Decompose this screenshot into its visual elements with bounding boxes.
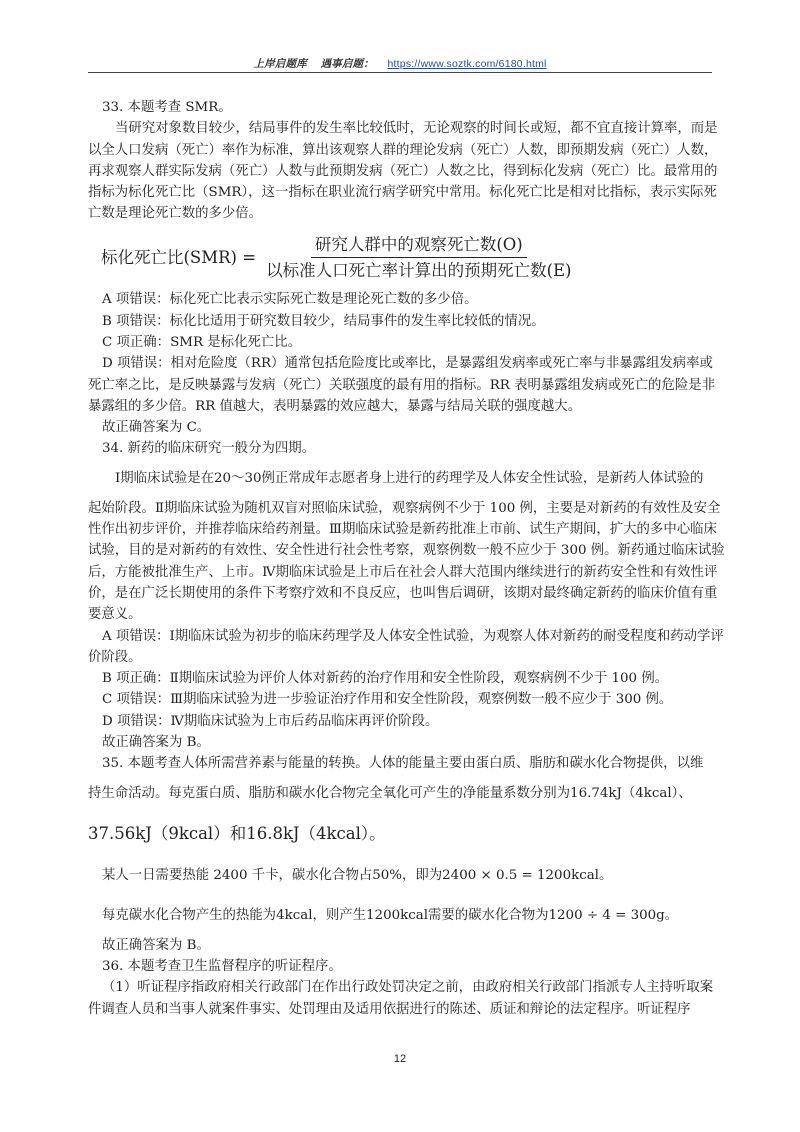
formula-numerator: 研究人群中的观察死亡数(O) [311, 234, 527, 258]
smr-formula [101, 234, 726, 282]
q35-answer: 故正确答案为 B。 [102, 937, 210, 953]
page-header [60, 56, 740, 71]
header-link[interactable]: https://www.soztk.com/6180.html [387, 58, 547, 70]
q33-answer: 故正确答案为 C。 [102, 420, 211, 436]
q34-option-c: C 项错误：Ⅲ期临床试验为进一步验证治疗作用和安全性阶段，观察例数一般不应少于 300 例。 [102, 692, 673, 708]
header-divider [88, 72, 712, 73]
q34-title: 34. 新药的临床研究一般分为四期。 [102, 441, 316, 457]
formula-lhs: 标化死亡比(SMR) = [101, 247, 257, 267]
q33-option-a: A 项错误：标化死亡比表示实际死亡数是理论死亡数的多少倍。 [102, 292, 478, 308]
q34-explanation-rest: 起始阶段。Ⅱ期临床试验为随机双盲对照临床试验，观察病例不少于 100 例，主要是对新药的有效性及安全性作出初步评价，并推荐临床给药剂量。Ⅲ期临床试验是新药批准上市前、试生产期间，扩大的多中心临床试验，目的是对新药的有效性、安全性进行社会性考察，观察例数一般不应少于 300 例。新药通过临床试验后，方能被批准生产、上市。Ⅳ期临床试验是上市后在社会人群大范围内继续进行的新药安全性和有效性评价，是在广泛长期使用的条件下考察疗效和不良反应，也叫售后调研，该期对最终确定新药的临床价值有重要意义。 [88, 500, 725, 623]
q34-answer: 故正确答案为 B。 [102, 735, 210, 751]
q34-explanation-line1: Ⅰ期临床试验是在20～30例正常成年志愿者身上进行的药理学及人体安全性试验，是新药人体试验的 [115, 470, 704, 486]
q35-calculation-1: 某人一日需要热能 2400 千卡，碳水化合物占50%，即为2400 × 0.5 = 1200kcal。 [102, 867, 613, 883]
q33-option-b: B 项错误：标化比适用于研究数目较少，结局事件的发生率比较低的情况。 [102, 313, 545, 329]
formula-fraction [262, 234, 575, 282]
q33-title: 33. 本题考查 SMR。 [102, 100, 232, 115]
q35-energy-line: 持生命活动。每克蛋白质、脂肪和碳水化合物完全氧化可产生的净能量系数分别为16.74kJ（4kcal）、 [88, 785, 692, 801]
page-number: 12 [393, 1053, 407, 1065]
header-brand: 上岸启题库 [253, 58, 307, 70]
document-body [88, 97, 726, 1020]
q33-option-d: D 项错误：相对危险度（RR）通常包括危险度比或率比，是暴露组发病率或死亡率与非暴露组发病率或死亡率之比，是反映暴露与发病（死亡）关联强度的最有用的指标。RR 表明暴露组发病或死亡的危险是非暴露组的多少倍。RR 值越大，表明暴露的效应越大，暴露与结局关联的强度越大。 [88, 356, 715, 414]
q34-option-a: A 项错误：Ⅰ期临床试验为初步的临床药理学及人体安全性试验，为观察人体对新药的耐受程度和药动学评价阶段。 [88, 628, 724, 665]
q35-energy-values: 37.56kJ（9kcal）和16.8kJ（4kcal）。 [88, 823, 386, 843]
q34-option-d: D 项错误：Ⅳ期临床试验为上市后药品临床再评价阶段。 [102, 713, 439, 729]
q36-explanation: （1）听证程序指政府相关行政部门在作出行政处罚决定之前，由政府相关行政部门指派专人主持听取案件调查人员和当事人就案件事实、处罚理由及适用依据进行的陈述、质证和辩论的法定程序。听证程序 [88, 980, 714, 1017]
header-slogan: 遇事启题： [320, 58, 374, 70]
q36-title: 36. 本题考查卫生监督程序的听证程序。 [102, 958, 342, 974]
q35-calculation-2: 每克碳水化合物产生的热能为4kcal，则产生1200kcal需要的碳水化合物为1200 ÷ 4 = 300g。 [102, 907, 679, 923]
q34-option-b: B 项正确：Ⅱ期临床试验为评价人体对新药的治疗作用和安全性阶段，观察病例不少于 100 例。 [102, 671, 669, 687]
q33-option-c: C 项正确：SMR 是标化死亡比。 [102, 334, 302, 350]
formula-denominator: 以标准人口死亡率计算出的预期死亡数(E) [266, 261, 572, 281]
q35-title: 35. 本题考查人体所需营养素与能量的转换。人体的能量主要由蛋白质、脂肪和碳水化合物提供，以维 [102, 756, 704, 772]
q33-explanation: 当研究对象数目较少，结局事件的发生率比较低时，无论观察的时间长或短，都不宜直接计算率，而是以全人口发病（死亡）率作为标准，算出该观察人群的理论发病（死亡）人数，即预期发病（死亡）人数，再求观察人群实际发病（死亡）人数与此预期发病（死亡）人数之比，得到标化发病（死亡）比。最常用的指标为标化死亡比（SMR），这一指标在职业流行病学研究中常用。标化死亡比是相对比指标，表示实际死亡数是理论死亡数的多少倍。 [88, 121, 718, 222]
